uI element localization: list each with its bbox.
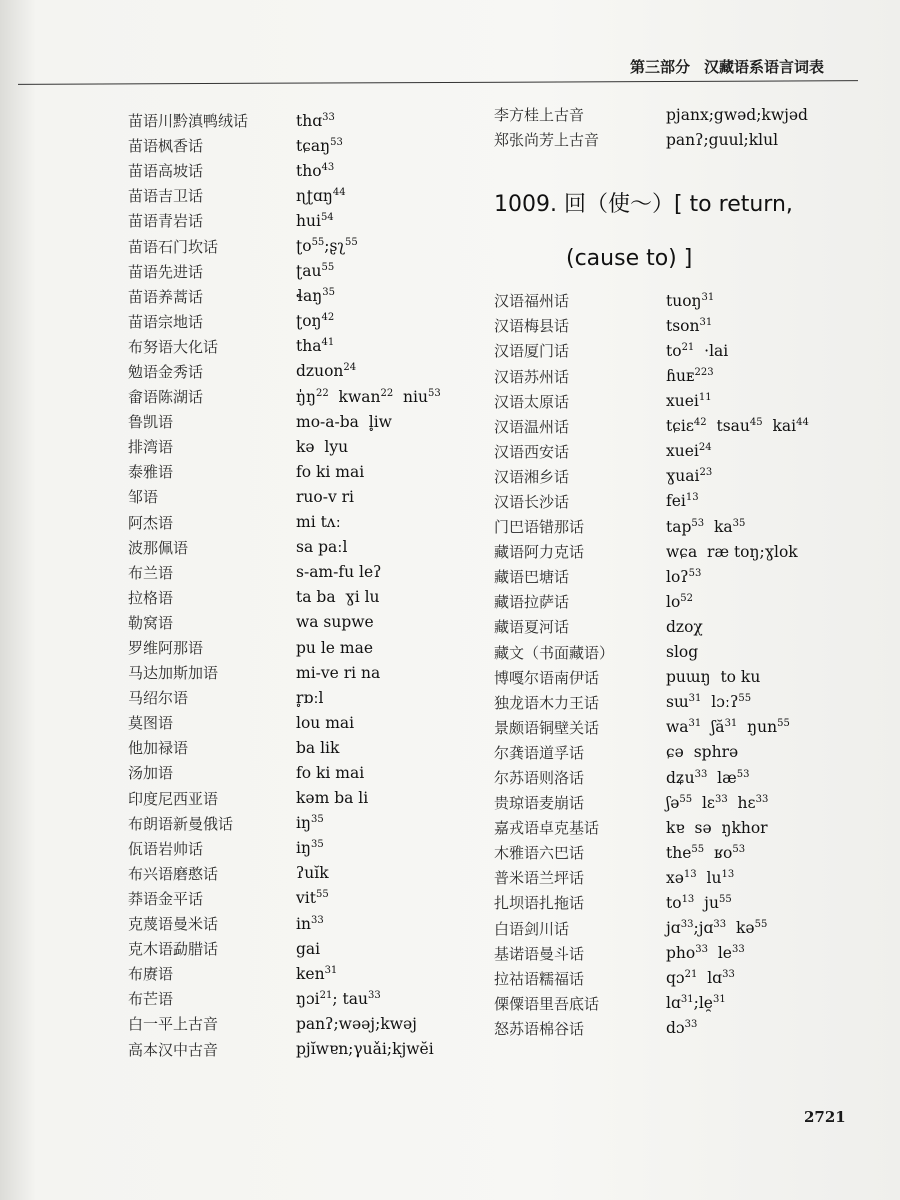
language-name: 莫图语: [128, 714, 174, 733]
word-form: $lo^{52}$: [666, 592, 694, 611]
language-name: 汤加语: [128, 764, 174, 783]
lexicon-row: [494, 715, 874, 740]
language-name: 汉语长沙话: [494, 492, 570, 511]
word-form: kɐ sə ŋkhor: [666, 818, 768, 837]
word-form: ɬaŋ$^{35}$: [296, 287, 335, 306]
language-name: 苗语吉卫话: [128, 187, 204, 206]
language-name: 普米语兰坪话: [494, 869, 585, 888]
word-form: r̥ɒːl: [296, 688, 324, 707]
language-name: 藏语阿力克话: [494, 543, 585, 562]
language-name: 布芒语: [128, 990, 174, 1009]
language-name: 鲁凯语: [128, 413, 174, 432]
word-form: loʔ$^{53}$: [666, 567, 702, 586]
language-name: 藏文（书面藏语）: [494, 643, 615, 662]
lexicon-row: [494, 589, 874, 614]
language-name: 布努语大化话: [128, 337, 219, 356]
language-name: 汉语福州话: [494, 292, 570, 311]
left-column: [128, 108, 468, 1062]
word-form: vit$^{55}$: [296, 889, 329, 908]
page-number: 2721: [804, 1108, 846, 1126]
lexicon-row: [128, 786, 468, 811]
lexicon-row: [128, 484, 468, 509]
lexicon-row: [128, 208, 468, 233]
word-form: panʔ;guul;klul: [666, 130, 779, 149]
language-name: 汉语湘乡话: [494, 467, 570, 486]
lexicon-row: [128, 685, 468, 710]
lexicon-row: [494, 941, 874, 966]
lexicon-row: [494, 966, 874, 991]
word-form: dʑu$^{33}$ $læ^{53}$: [666, 768, 750, 787]
word-form: wɕa ræ toŋ;ɣlok: [666, 542, 798, 561]
word-form: tɕiɛ$^{42}$ tsau$^{45}$ kai$^{44}$: [666, 417, 809, 436]
lexicon-row: [494, 765, 874, 790]
word-form: $to^{21} \cdot lai$: [666, 341, 729, 360]
word-form: tuoŋ$^{31}$: [666, 291, 715, 310]
word-form: slog: [666, 643, 699, 662]
lexicon-row: [128, 986, 468, 1011]
language-name: 怒苏语棉谷话: [494, 1019, 585, 1038]
lexicon-row: [494, 840, 874, 865]
lexicon-row: [128, 359, 468, 384]
word-form: ʈo$^{55}$;ʂʅ$^{55}$: [296, 237, 358, 256]
lexicon-row: [494, 363, 874, 388]
word-form: ŋɔi$^{21}$; tau$^{33}$: [296, 989, 381, 1008]
word-form: ɳʈɑŋ$^{44}$: [296, 186, 346, 205]
language-name: 莽语金平话: [128, 889, 204, 908]
word-form: lɑ$^{31}$;le̯$^{31}$: [666, 994, 726, 1013]
lexicon-row: [128, 811, 468, 836]
language-name: 汉语苏州话: [494, 367, 570, 386]
lexicon-row: [494, 514, 874, 539]
language-name: 排湾语: [128, 438, 174, 457]
lexicon-row: [128, 936, 468, 961]
language-name: 克蔑语曼米话: [128, 915, 219, 934]
word-form: $wa^{31}$ ʃă$^{31}$ ŋun$^{55}$: [666, 718, 790, 737]
language-name: 汉语厦门话: [494, 342, 570, 361]
language-name: 基诺语曼斗话: [494, 944, 585, 963]
lexicon-row: [128, 284, 468, 309]
language-name: 贵琼语麦崩话: [494, 794, 585, 813]
word-form: ʃə$^{55}$ lɛ$^{33}$ hɛ$^{33}$: [666, 793, 769, 812]
language-name: 汉语太原话: [494, 392, 570, 411]
lexicon-row: [128, 911, 468, 936]
language-name: 勒窝语: [128, 613, 174, 632]
entry-title: [494, 190, 874, 274]
language-name: 白语剑川话: [494, 919, 570, 938]
language-name: 扎坝语扎拖话: [494, 894, 585, 913]
word-form: s-am-fu leʔ: [296, 563, 382, 582]
word-form: ken$^{31}$: [296, 964, 338, 983]
word-form: fo ki mai: [296, 763, 365, 782]
lexicon-row: [494, 489, 874, 514]
word-form: pjĭwɐn;γuǎi;kjwĕi: [296, 1040, 434, 1059]
word-form: mi-ve ri na: [296, 663, 381, 682]
language-name: 尔龚语道孚话: [494, 743, 585, 762]
language-name: 汉语梅县话: [494, 317, 570, 336]
language-name: 邹语: [128, 488, 159, 507]
lexicon-row: [128, 660, 468, 685]
word-form: hui$^{54}$: [296, 211, 334, 230]
word-form: xuei$^{24}$: [666, 442, 712, 461]
language-name: 苗语青岩话: [128, 212, 204, 231]
language-name: 苗语养蒿话: [128, 287, 204, 306]
running-header: [630, 56, 850, 77]
lexicon-row: [128, 233, 468, 258]
word-form: dɔ$^{33}$: [666, 1019, 698, 1038]
lexicon-row: [128, 259, 468, 284]
word-form: ɦuᴇ$^{223}$: [666, 367, 714, 386]
lexicon-row: [494, 815, 874, 840]
lexicon-row: [128, 710, 468, 735]
word-form: pho$^{33}$ $le^{33}$: [666, 944, 745, 963]
language-name: 汉语温州话: [494, 417, 570, 436]
language-name: 藏语拉萨话: [494, 593, 570, 612]
language-name: 汉语西安话: [494, 442, 570, 461]
right-column: [494, 102, 874, 1041]
language-name: 门巴语错那话: [494, 518, 585, 537]
language-name: 泰雅语: [128, 463, 174, 482]
language-name: 阿杰语: [128, 513, 174, 532]
word-form: wa supwe: [296, 613, 374, 632]
language-name: 苗语宗地话: [128, 312, 204, 331]
word-form: mi tʌː: [296, 513, 341, 532]
lexicon-row: [128, 535, 468, 560]
lexicon-row: [128, 735, 468, 760]
word-form: tha$^{41}$: [296, 337, 335, 356]
lexicon-row: [128, 760, 468, 785]
lexicon-row: [494, 665, 874, 690]
word-form: pjanx;gwəd;kwjəd: [666, 105, 808, 124]
entry-rows: [494, 288, 874, 1041]
language-name: 苗语枫香话: [128, 137, 204, 156]
word-form: $ŋ̍ŋ^{22}$ kwan$^{22}$ niu$^{53}$: [296, 387, 441, 406]
word-form: jɑ$^{33}$;jɑ$^{33}$ kə$^{55}$: [666, 919, 768, 938]
word-form: puɯŋ to ku: [666, 668, 761, 687]
language-name: 布朗语新曼俄话: [128, 814, 234, 833]
language-name: 他加禄语: [128, 739, 189, 758]
lexicon-row: [494, 288, 874, 313]
word-form: ɕə sphrə: [666, 743, 739, 762]
lexicon-row: [494, 127, 874, 152]
lexicon-row: [128, 434, 468, 459]
word-form: sɯ$^{31}$ lɔːʔ$^{55}$: [666, 693, 752, 712]
word-form: $iŋ^{35}$: [296, 839, 324, 858]
language-name: 傈僳语里吾底话: [494, 994, 600, 1013]
lexicon-row: [494, 790, 874, 815]
language-name: 李方桂上古音: [494, 106, 585, 125]
language-name: 畲语陈湖话: [128, 388, 204, 407]
language-name: 苗语石门坎话: [128, 237, 219, 256]
language-name: 苗语高坡话: [128, 162, 204, 181]
language-name: 独龙语木力王话: [494, 693, 600, 712]
header-rule: [18, 80, 858, 85]
lexicon-row: [128, 861, 468, 886]
lexicon-row: [128, 836, 468, 861]
language-name: 景颇语铜壁关话: [494, 718, 600, 737]
word-form: fo ki mai: [296, 462, 365, 481]
language-name: 嘉戎语卓克基话: [494, 819, 600, 838]
word-form: tson$^{31}$: [666, 316, 713, 335]
language-name: 藏语巴塘话: [494, 568, 570, 587]
word-form: the$^{55}$ ʁo$^{53}$: [666, 843, 746, 862]
lexicon-row: [494, 890, 874, 915]
word-form: ɣuai$^{23}$: [666, 467, 713, 486]
word-form: tɕaŋ$^{53}$: [296, 136, 343, 155]
language-name: 布赓语: [128, 965, 174, 984]
language-name: 藏语夏河话: [494, 618, 570, 637]
lexicon-row: [128, 1036, 468, 1061]
word-form: $to^{13}$ $ju^{55}$: [666, 893, 732, 912]
language-name: 高本汉中古音: [128, 1040, 219, 1059]
word-form: tap$^{53}$ $ka^{35}$: [666, 517, 746, 536]
lexicon-row: [494, 414, 874, 439]
language-name: 克木语勐腊话: [128, 940, 219, 959]
lexicon-row: [494, 564, 874, 589]
word-form: fei$^{13}$: [666, 492, 699, 511]
word-form: kə lyu: [296, 437, 349, 456]
lexicon-row: [128, 560, 468, 585]
language-name: 马达加斯加语: [128, 664, 219, 683]
word-form: $in^{33}$: [296, 914, 324, 933]
lexicon-row: [128, 309, 468, 334]
lexicon-row: [128, 334, 468, 359]
header-part: 第三部分: [630, 58, 691, 76]
word-form: tho$^{43}$: [296, 161, 335, 180]
lexicon-row: [494, 640, 874, 665]
header-title: 汉藏语系语言词表: [704, 58, 825, 76]
word-form: pu le mae: [296, 638, 374, 657]
language-name: 苗语川黔滇鸭绒话: [128, 112, 249, 131]
language-name: 布兰语: [128, 563, 174, 582]
word-form: xuei$^{11}$: [666, 392, 712, 411]
word-form: dzuon$^{24}$: [296, 362, 357, 381]
word-form: ba lik: [296, 738, 340, 757]
lexicon-row: [128, 158, 468, 183]
language-name: 木雅语六巴话: [494, 844, 585, 863]
language-name: 拉祜语糯福话: [494, 969, 585, 988]
lexicon-row: [494, 690, 874, 715]
lexicon-row: [128, 459, 468, 484]
lexicon-row: [494, 916, 874, 941]
lexicon-row: [128, 610, 468, 635]
language-name: 佤语岩帅话: [128, 839, 204, 858]
word-form: ta ba ɣi lu: [296, 588, 380, 607]
lexicon-row: [128, 409, 468, 434]
lexicon-row: [494, 439, 874, 464]
word-form: ruo-v ri: [296, 487, 355, 506]
language-name: 尔苏语则洛话: [494, 769, 585, 788]
language-name: 郑张尚芳上古音: [494, 131, 600, 150]
word-form: qɔ$^{21}$ lɑ$^{33}$: [666, 969, 735, 988]
word-form: lou mai: [296, 713, 355, 732]
lexicon-row: [128, 133, 468, 158]
lexicon-row: [128, 1011, 468, 1036]
word-form: ʈau$^{55}$: [296, 262, 335, 281]
lexicon-row: [128, 183, 468, 208]
word-form: dzoχ: [666, 617, 703, 636]
word-form: kəm ba li: [296, 789, 369, 808]
word-form: ʔuĭk: [296, 864, 329, 883]
lexicon-row: [494, 102, 874, 127]
previous-entry-continuation: [494, 102, 874, 152]
lexicon-row: [494, 389, 874, 414]
word-form: mo-a-ba l̥iw: [296, 412, 392, 431]
word-form: $iŋ^{35}$: [296, 814, 324, 833]
language-name: 白一平上古音: [128, 1015, 219, 1034]
lexicon-row: [494, 991, 874, 1016]
lexicon-row: [128, 108, 468, 133]
language-name: 博嘎尔语南伊话: [494, 668, 600, 687]
language-name: 拉格语: [128, 588, 174, 607]
word-form: ʈoŋ$^{42}$: [296, 312, 335, 331]
entry-title-line2: (cause to) ]: [566, 246, 693, 272]
lexicon-row: [128, 961, 468, 986]
word-form: xə$^{13}$ $lu^{13}$: [666, 868, 735, 887]
lexicon-row: [128, 635, 468, 660]
language-name: 波那佩语: [128, 538, 189, 557]
word-form: panʔ;wəəj;kwəj: [296, 1014, 417, 1033]
language-name: 罗维阿那语: [128, 639, 204, 658]
language-name: 勉语金秀话: [128, 362, 204, 381]
lexicon-row: [494, 338, 874, 363]
lexicon-row: [494, 539, 874, 564]
lexicon-row: [128, 384, 468, 409]
lexicon-row: [494, 464, 874, 489]
lexicon-row: [494, 865, 874, 890]
language-name: 苗语先进话: [128, 262, 204, 281]
lexicon-row: [494, 1016, 874, 1041]
lexicon-row: [128, 585, 468, 610]
language-name: 印度尼西亚语: [128, 789, 219, 808]
word-form: sa paːl: [296, 538, 348, 557]
word-form: gai: [296, 939, 321, 958]
lexicon-row: [494, 740, 874, 765]
word-form: thɑ$^{33}$: [296, 111, 335, 130]
lexicon-row: [128, 886, 468, 911]
lexicon-row: [128, 510, 468, 535]
lexicon-row: [494, 313, 874, 338]
language-name: 马绍尔语: [128, 689, 189, 708]
lexicon-row: [494, 614, 874, 639]
language-name: 布兴语磨憨话: [128, 864, 219, 883]
entry-title-line1: 1009. 回（使～）[ to return,: [494, 192, 793, 218]
